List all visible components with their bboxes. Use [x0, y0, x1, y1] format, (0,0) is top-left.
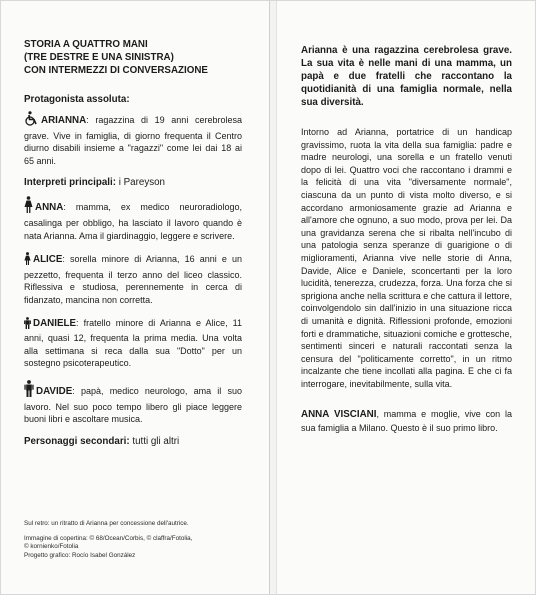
anna-description: : mamma, ex medico neuroradiologo, casalinga per obbligo, ha lasciato il lavoro quando è nata Arianna. Ama il giardinaggio, leggere e scrivere. — [24, 202, 242, 241]
davide-description: : papà, medico neurologo, ama il suo lavoro. Nel suo poco tempo libero gli piace leggere buoni libri e ascoltare musica. — [24, 385, 242, 425]
author-name: ANNA VISCIANI — [301, 409, 377, 421]
daniele-description: : fratello minore di Arianna e Alice, 11 anni, quasi 12, frequenta la prima media. Una volta alla settimana si reca dalla sua "Dotto" per un sostegno psicoterapeutico. — [24, 317, 242, 369]
image-credits: Sul retro: un ritratto di Arianna per concessione dell'autrice. Immagine di copertina: © 68/Ocean/Corbis, © claffra/Fotolia, © kornienko/Fotolia Progetto grafico: Rocío Isabel González — [24, 520, 193, 559]
page-fold-divider — [269, 1, 277, 594]
girl-figure-icon — [24, 252, 31, 269]
author-description: , mamma e moglie, vive con la sua famiglia a Milano. Questo è il suo primo libro. — [301, 409, 512, 434]
arianna-name: ARIANNA — [41, 115, 87, 126]
book-subtitle-heading: STORIA A QUATTRO MANI (TRE DESTRE E UNA SINISTRA) CON INTERMEZZI DI CONVERSAZIONE — [24, 39, 208, 76]
arianna-entry — [24, 111, 242, 167]
daniele-name: DANIELE — [33, 317, 77, 329]
alice-description: : sorella minore di Arianna, 16 anni e un pezzetto, frequenta il terzo anno del liceo classico. Riflessiva e studiosa, perennemente in cerca di fidanzato, mancina non corretta. — [24, 254, 242, 305]
wheelchair-icon — [24, 111, 39, 130]
davide-name: DAVIDE — [36, 385, 73, 397]
boy-figure-icon — [24, 317, 31, 333]
protagonist-label: Protagonista assoluta: — [24, 94, 130, 105]
daniele-entry — [24, 317, 242, 370]
alice-name: ALICE — [33, 254, 63, 266]
anna-name: ANNA — [35, 202, 64, 214]
woman-figure-icon — [24, 196, 33, 217]
davide-entry — [24, 380, 242, 426]
author-bio — [301, 408, 512, 434]
secondary-characters: Personaggi secondari: tutti gli altri — [24, 435, 180, 447]
alice-entry — [24, 252, 242, 306]
right-column — [301, 44, 512, 453]
man-figure-icon — [24, 380, 34, 401]
left-column — [24, 38, 242, 455]
arianna-description: : ragazzina di 19 anni cerebrolesa grave. Vive in famiglia, di giorno frequenta il Centro diurno disabili insieme a "ragazzi" come lei dai 18 ai 65 anni. — [24, 115, 242, 166]
lead-paragraph: Arianna è una ragazzina cerebrolesa grave. La sua vita è nelle mani di una mamma, un papà e due fratelli che raccontano la quotidianità di una famiglia normale, nella sua diversità. — [301, 45, 512, 108]
principal-interpreters: Interpreti principali: i Pareyson — [24, 177, 166, 189]
synopsis-paragraph: Intorno ad Arianna, portatrice di un handicap gravissimo, ruota la vita della sua famiglia: padre e madre neurologi, una sorella e un fratello venuti dopo di lei. Quattro voci che raccontano i drammi e la felicità di una vita "diversamente normale", ciascuna da un punto di vista molto diverso, e si accordano armoniosamente grazie ad Arianna e all'amore che ognuno, a suo modo, prova per lei. Da una gravidanza serena che si ribalta nell'incubo di una patologia senza speranze di guarigione o di miglioramenti, Arianna vive nelle storie di Anna, Davide, Alice e Daniele, sconcertanti per la loro lucidità, tenerezza, crudezza, forza. Una forza che si sprigiona anche nella scrittura e che cattura il lettore, coinvolgendolo sin dall'inizio in una situazione ricca di umanità e dignità. Riflessioni profonde, emozioni forti e drammatiche, situazioni comiche e grottesche, sentimenti sinceri e naturali raccontati senza la censura del "politicamente corretto", in un ritmo incalzante che tiene incollati alla pagina. E che ci fa interrogare, inevitabilmente, sulla vita. — [301, 127, 512, 389]
anna-entry — [24, 196, 242, 242]
